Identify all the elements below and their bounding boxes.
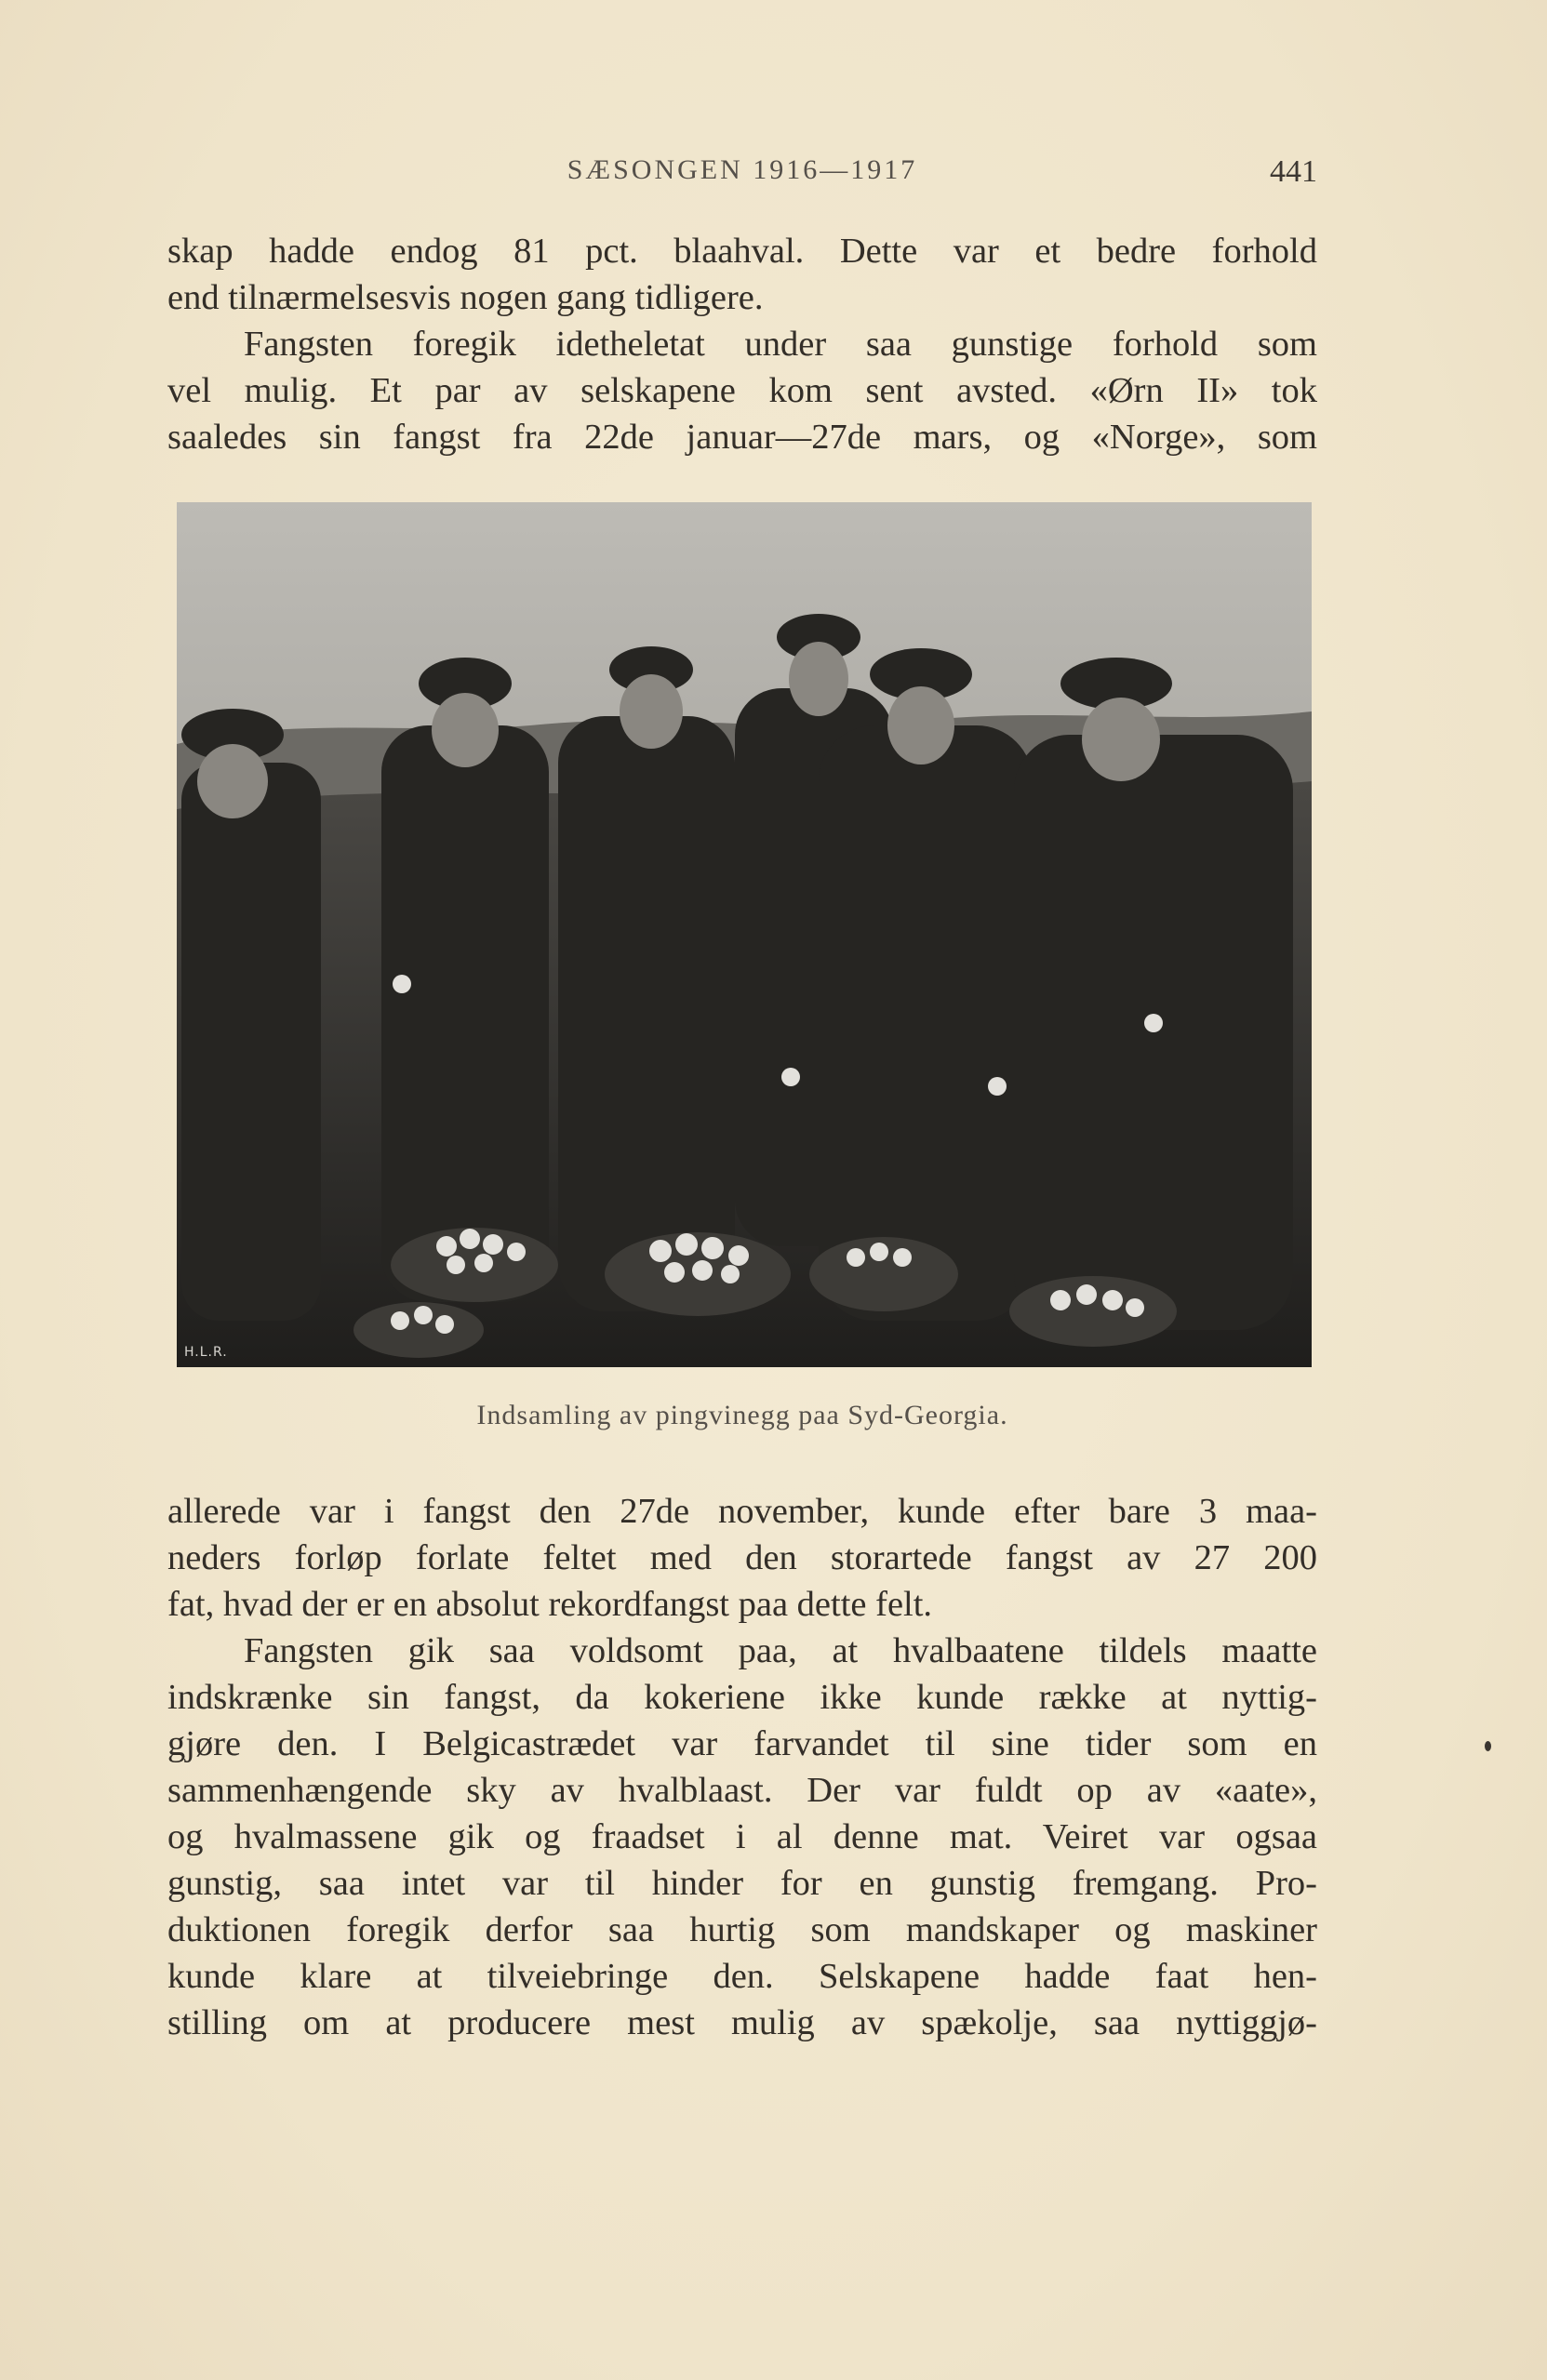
text-line: gunstig, saa intet var til hinder for en gunstig fremgang. Pro- <box>167 1864 1317 1903</box>
text-line: stilling om at producere mest mulig av spækolje, saa nyttiggjø- <box>167 2003 1317 2042</box>
text-line: end tilnærmelsesvis nogen gang tidligere. <box>167 278 764 317</box>
text-line: Fangsten gik saa voldsomt paa, at hvalbaatene tildels maatte <box>244 1631 1317 1670</box>
text-line: allerede var i fangst den 27de november, kunde efter bare 3 maa- <box>167 1492 1317 1531</box>
text-line: saaledes sin fangst fra 22de januar—27de mars, og «Norge», som <box>167 418 1317 457</box>
figure-caption: Indsamling av pingvinegg paa Syd-Georgia. <box>476 1400 1008 1430</box>
penguin-egg-photograph <box>177 502 1312 1367</box>
text-line: skap hadde endog 81 pct. blaahval. Dette var et bedre forhold <box>167 232 1317 271</box>
text-line: indskrænke sin fangst, da kokeriene ikke kunde række at nyttig- <box>167 1678 1317 1717</box>
top-text-block <box>167 228 1317 460</box>
text-line: fat, hvad der er en absolut rekordfangst paa dette felt. <box>167 1585 933 1624</box>
photo-illustration <box>177 502 1312 1367</box>
text-line: duktionen foregik derfor saa hurtig som mandskaper og maskiner <box>167 1910 1317 1949</box>
text-line: og hvalmassene gik og fraadset i al denne mat. Veiret var ogsaa <box>167 1817 1317 1856</box>
text-line: Fangsten foregik idetheletat under saa gunstige forhold som <box>244 325 1317 364</box>
text-line: vel mulig. Et par av selskapene kom sent avsted. «Ørn II» tok <box>167 371 1317 410</box>
photo-monogram: H.L.R. <box>184 1345 228 1360</box>
running-title: SÆSONGEN 1916—1917 <box>567 154 918 185</box>
text-line: kunde klare at tilveiebringe den. Selskapene hadde faat hen- <box>167 1957 1317 1996</box>
page-number: 441 <box>1270 154 1317 189</box>
margin-mark <box>1485 1741 1491 1751</box>
text-line: gjøre den. I Belgicastrædet var farvandet til sine tider som en <box>167 1724 1317 1763</box>
bottom-text-block <box>167 1488 1317 2046</box>
text-line: sammenhængende sky av hvalblaast. Der var fuldt op av «aate», <box>167 1771 1317 1810</box>
text-line: neders forløp forlate feltet med den storartede fangst av 27 200 <box>167 1538 1317 1577</box>
running-head <box>167 154 1317 197</box>
